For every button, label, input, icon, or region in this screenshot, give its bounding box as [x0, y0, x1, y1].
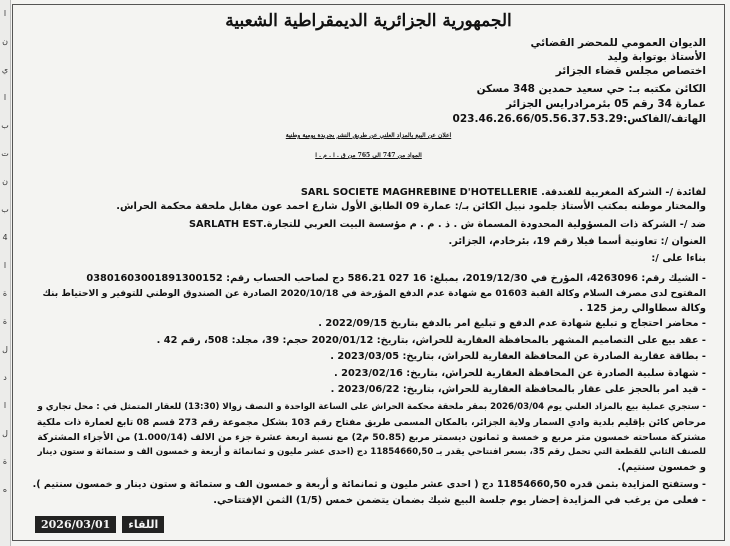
strip-glyph: ا	[3, 9, 7, 18]
publication-footer	[35, 516, 170, 533]
phone-line: الهاتف/الفاكس:023.46.26.66/05.56.37.53.29	[452, 113, 706, 125]
address-line-2: عمارة 34 رقم 05 بئرمرادرايس الجزائر	[505, 98, 706, 110]
strip-glyph: ي	[1, 65, 9, 74]
body-line: - قيد امر بالحجز على عقار بالمحافظة العقارية للحراش، بتاريخ: 2023/06/22 .	[330, 384, 706, 395]
body-line: العنوان /: تعاونية أسما فيلا رقم 19، بئرخادم، الجزائر.	[448, 236, 706, 247]
newspaper-name: اللقاء	[122, 516, 164, 533]
body-line: لفائدة /- الشركة المغربية للفندقة. SARL SOCIETE MAGHREBINE D'HOTELLERIE	[300, 187, 706, 198]
strip-glyph: ا	[3, 401, 7, 410]
strip-glyph: د	[3, 373, 7, 382]
republic-title: الجمهورية الجزائرية الديمقراطية الشعبية	[225, 11, 512, 31]
strip-glyph: ن	[2, 177, 8, 186]
legal-notice	[12, 4, 725, 541]
body-line: - وستفتح المزايدة بثمن قدره 11854660,50 دج ( احدى عشر مليون و ثمانمائة و أربعة و خمسون الف و ستمائة و ستون دينار و خمسون سنتيم ).	[32, 479, 706, 490]
notice-headline: اعلان عن البيع بالمزاد العلني عن طريق النشر بجريدة يومية وطنية	[285, 132, 452, 139]
bailiff-line: الأستاذ بوتوابة وليد	[607, 51, 706, 63]
strip-glyph: ة	[2, 317, 8, 326]
body-line: للصنف الثاني للقطعة التي تحمل رقم 35، بسعر افتتاحي يقدر بـ 11854660,50 دج (احدى عشر مليون و ثمانمائة و أربعة و خمسون الف و ستمائة و ستون دينار	[37, 447, 706, 457]
strip-glyph: ل	[2, 429, 8, 438]
body-line: مرحاض كائن بإقليم بلدية وادي السمار ولاية الجزائر، بالمكان المسمى طريق مفتاح رقم 103 بشكل مجموعة رقم 273 قسم 08 تابع لعمارة ذات ملكية	[36, 417, 706, 428]
body-line: - فعلى من يرغب في المزايدة إحضار يوم جلسة البيع شيك بضمان يتضمن خمس (1/5) الثمن الإفتتاحي.	[213, 495, 706, 506]
office-line: الديوان العمومي للمحضر القضائي	[530, 37, 706, 49]
body-line: مشتركة مساحته خمسون متر مربع و خمسة و ثمانون ديسمتر مربع (50.85 م2) مع نسبة اربعة عشرة جزء من الالف (1.000/14) من الأجزاء المشتركة	[37, 432, 706, 443]
body-line: والمختار موطنه بمكتب الأستاذ جلمود نبيل الكائن بـ/: عمارة 09 الطابق الأول شارع احمد عون مقابل ملحقة محكمة الحراش.	[116, 201, 706, 212]
strip-glyph: ه	[2, 485, 8, 494]
body-line: وكالة سطاوالي رمز 125 .	[579, 303, 706, 314]
body-line: - عقد بيع على التصاميم المشهر بالمحافظة العقارية للحراش، بتاريخ: 2020/01/12 حجم: 39، مجلد: 508، رقم 42 .	[156, 335, 706, 346]
body-line: بناءا على /:	[651, 253, 706, 264]
strip-glyph: ا	[3, 261, 7, 270]
strip-glyph: ت	[1, 149, 9, 158]
body-line: - شهادة سلبية الصادرة عن المحافظة العقارية للحراش، بتاريخ: 2023/02/16 .	[334, 368, 706, 379]
strip-glyph: ن	[2, 37, 8, 46]
strip-glyph: ا	[3, 93, 7, 102]
publication-date: 2026/03/01	[35, 516, 116, 533]
notice-subheadline: المواد من 747 الى 765 من ق . ا . م . ا	[315, 152, 422, 159]
body-line: و خمسون سنتيم).	[617, 462, 706, 473]
body-line: المفتوح لدى مصرف السلام وكالة القبة 01603 مع شهادة عدم الدفع المؤرخة في 2020/10/18 الصادرة عن الصندوق الوطني للتوفير و الاحتياط بنك	[42, 288, 706, 299]
strip-glyph: ل	[2, 345, 8, 354]
strip-glyph: 4	[2, 233, 8, 242]
body-line: ضد /- الشركة ذات المسؤولية المحدودة المسماة ش . ذ . م . م مؤسسة البيت العربي للتجارة.SARLATH EST	[188, 219, 706, 230]
strip-glyph: ة	[2, 457, 8, 466]
address-line-1: الكائن مكتبه بـ: حي سعيد حمدين 348 مسكن	[476, 83, 706, 95]
strip-glyph: ب	[1, 205, 9, 214]
strip-glyph: ة	[2, 289, 8, 298]
strip-glyph: ب	[1, 121, 9, 130]
body-line: - محاضر احتجاج و تبليغ شهادة عدم الدفع و تبليغ امر بالدفع بتاريخ 2022/09/15 .	[318, 318, 706, 329]
body-line: - ستجري عملية بيع بالمزاد العلني يوم 2026/03/04 بمقر ملحقة محكمة الحراش على الساعة الواحدة و النصف زوالا (13:30) للعقار المتمثل في : محل تجاري و	[37, 402, 706, 412]
adjacent-column-strip	[0, 0, 11, 546]
body-line: - بطاقة عقارية الصادرة عن المحافظة العقارية للحراش، بتاريخ: 2023/03/05 .	[330, 351, 706, 362]
jurisdiction-line: اختصاص مجلس قضاء الجزائر	[555, 65, 706, 77]
body-line: - الشيك رقم: 4263096، المؤرخ في 2019/12/30، بمبلغ: 16 027 586.21 دج لصاحب الحساب رقم: 03801603001891300152	[86, 273, 706, 284]
